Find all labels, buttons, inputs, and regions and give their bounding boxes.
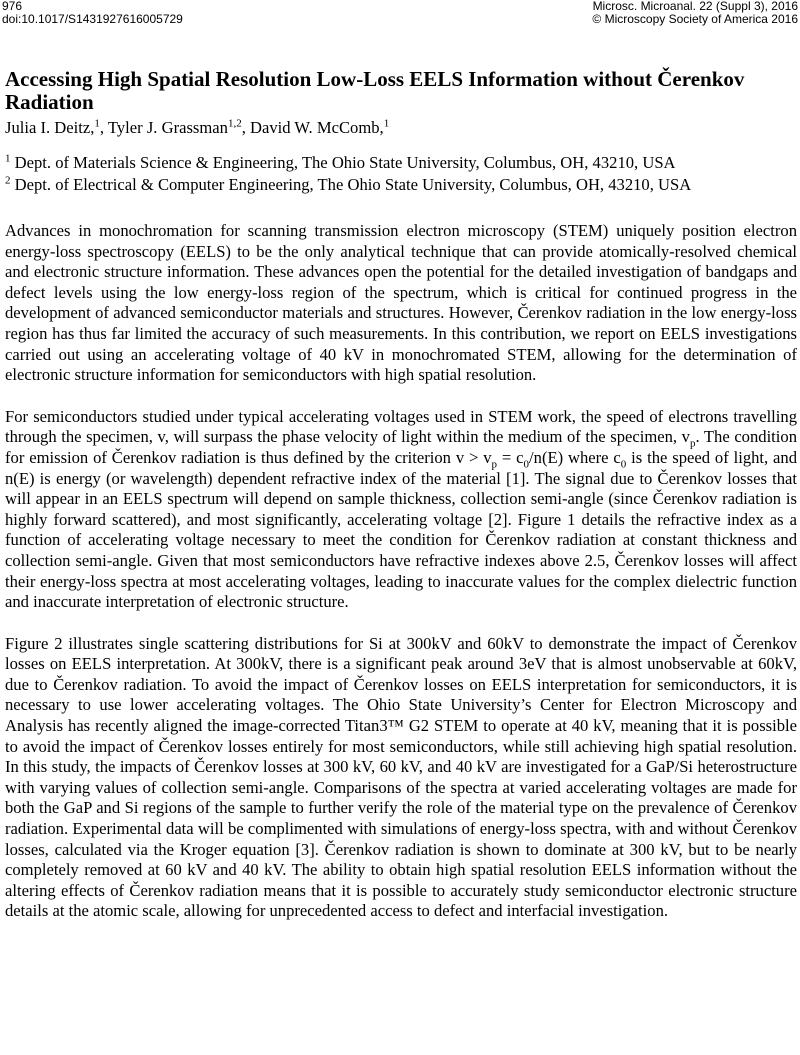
text-run: . The condition for emission of Čerenkov radiation is thus defined by the criterion v > v xyxy=(5,427,797,467)
author-separator: , xyxy=(241,118,250,137)
header-right xyxy=(592,0,798,26)
author-list xyxy=(5,118,797,138)
author-affiliation-mark: 1 xyxy=(94,117,100,130)
doi: doi:10.1017/S1431927616005729 xyxy=(2,12,183,26)
affiliation-number: 2 xyxy=(5,174,11,187)
paragraph-intro: Advances in monochromation for scanning transmission electron microscopy (STEM) uniquely position electron energy-loss spectroscopy (EELS) to be the only analytical technique that can provide atomically-resolved chemical and electronic structure information. These advances open the potential for the detailed investigation of bandgaps and defect levels using the low energy-loss region of the spectrum, which is critical for continued progress in the development of advanced semiconductor materials and structures. However, Čerenkov radiation in the low energy-loss region has thus far limited the accuracy of such measurements. In this contribution, we report on EELS investigations carried out using an accelerating voltage of 40 kV in monochromated STEM, allowing for the determination of electronic structure information for semiconductors with high spatial resolution. xyxy=(5,221,797,385)
affiliation-number: 1 xyxy=(5,152,11,165)
text-run: = c xyxy=(497,447,524,467)
copyright: © Microscopy Society of America 2016 xyxy=(592,12,798,26)
paragraph-cerenkov-condition xyxy=(5,407,797,613)
article-body xyxy=(5,68,797,922)
text-run: For semiconductors studied under typical accelerating voltages used in STEM work, the speed of electrons travelling through the specimen, v, will surpass the phase velocity of light within the medium of the specimen, v xyxy=(5,406,797,447)
subscript: 0 xyxy=(523,458,530,471)
author-affiliation-mark: 1 xyxy=(383,117,390,130)
affiliation xyxy=(5,152,797,174)
affiliation-text: Dept. of Electrical & Computer Engineering, The Ohio State University, Columbus, OH, 43210, USA xyxy=(10,175,692,194)
paragraph-study: Figure 2 illustrates single scattering distributions for Si at 300kV and 60kV to demonstrate the impact of Čerenkov losses on EELS interpretation. At 300kV, there is a significant peak around 3eV that is almost unobservable at 60kV, due to Čerenkov radiation. To avoid the impact of Čerenkov losses on EELS interpretation for semiconductors, it is necessary to use lower accelerating voltages. The Ohio State University’s Center for Electron Microscopy and Analysis has recently aligned the image-corrected Titan3™ G2 STEM to operate at 40 kV, meaning that it is possible to avoid the impact of Čerenkov losses entirely for most semiconductors, while still achieving high spatial resolution. In this study, the impacts of Čerenkov losses at 300 kV, 60 kV, and 40 kV are investigated for a GaP/Si heterostructure with varying values of collection semi-angle. Comparisons of the spectra at varied accelerating voltages are made for both the GaP and Si regions of the sample to further verify the role of the material type on the prevalence of Čerenkov radiation. Experimental data will be complimented with simulations of energy-loss spectra, with and without Čerenkov losses, calculated via the Kroger equation [3]. Čerenkov radiation is shown to dominate at 300 kV, but to be nearly completely removed at 60 kV and 40 kV. The ability to obtain high spatial resolution EELS information without the altering effects of Čerenkov radiation means that it is possible to accurately study semiconductor electronic structure details at the atomic scale, allowing for unprecedented access to defect and interfacial investigation. xyxy=(5,633,797,921)
affiliation-text: Dept. of Materials Science & Engineering, The Ohio State University, Columbus, OH, 43210, USA xyxy=(10,153,676,172)
page-number: 976 xyxy=(2,0,23,13)
author-affiliation-mark: 1,2 xyxy=(227,117,242,130)
text-run: /n(E) where c xyxy=(529,447,621,467)
subscript: p xyxy=(689,437,696,450)
subscript: p xyxy=(491,458,498,471)
author-name: Tyler J. Grassman xyxy=(107,118,228,137)
running-header xyxy=(2,0,798,26)
text-run: is the speed of light, and n(E) is energy (or wavelength) dependent refractive index of the material [1]. The signal due to Čerenkov losses that will appear in an EELS spectrum will depend on sample thickness, collection semi-angle (since Čerenkov radiation is highly forward scattered), and most significantly, accelerating voltage [2]. Figure 1 details the refractive index as a function of accelerating voltage necessary to meet the condition for Čerenkov radiation at constant thickness and collection semi-angle. Given that most semiconductors have refractive indexes above 2.5, Čerenkov losses will affect their energy-loss spectra at most accelerating voltages, leading to inaccurate values for the complex dielectric function and inaccurate interpretation of electronic structure. xyxy=(5,447,798,612)
header-left xyxy=(2,0,183,26)
subscript: 0 xyxy=(620,458,627,471)
affiliation-list xyxy=(5,152,797,196)
author-separator: , xyxy=(99,118,108,137)
journal-citation: Microsc. Microanal. 22 (Suppl 3), 2016 xyxy=(592,0,798,13)
author-name: David W. McComb, xyxy=(250,118,384,137)
affiliation xyxy=(5,174,797,196)
author-name: Julia I. Deitz, xyxy=(5,118,95,137)
article-title: Accessing High Spatial Resolution Low-Loss EELS Information without Čerenkov Radiation xyxy=(5,67,745,114)
